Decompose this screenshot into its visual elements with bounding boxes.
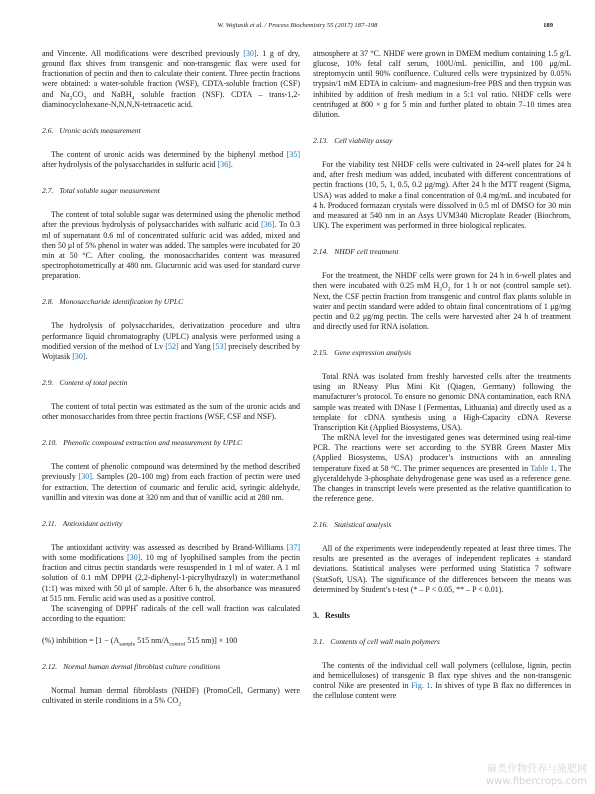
left-column	[42, 49, 300, 706]
reference-link[interactable]: [36]	[217, 160, 231, 170]
text-run: and Yang	[178, 341, 213, 351]
page-number: 189	[543, 22, 553, 29]
section-number: 2.16.	[313, 520, 329, 530]
text-run: .	[85, 351, 88, 361]
section-number: 3.1.	[313, 636, 325, 646]
section-heading-2-7	[42, 186, 300, 196]
superscript: •	[136, 603, 139, 610]
paragraph	[313, 372, 571, 433]
subscript: 2	[439, 286, 443, 293]
section-heading-3-1	[313, 637, 571, 647]
text-run: The hydrolysis of polysaccharides, derivatization procedure and ultra performance liquid chromatography (UPLC) analysis were performed using a modified version of the method of Lv	[42, 321, 300, 351]
section-number: 2.14.	[313, 247, 329, 257]
section-title: Phenolic compound extraction and measurement by UPLC	[63, 438, 243, 448]
text-run: . 10 mg of lyophilised samples from the pectin fraction and citrus pectin standards were resuspended in 1 ml of water. A 1 ml solution of 0.1 mM DPPH (2,2-diphenyl-1-picrylhydrazyl) in water:methanol (1:1) was mixed with 50 μl of sample. After 6 h, the absorbance was measured at 515 nm. Ferulic acid was used as a positive control.	[42, 553, 300, 603]
text-run: Normal human dermal fibroblasts (NHDF) (PromoCell, Germany) were cultivated in sterile conditions in a 5% CO	[42, 686, 300, 706]
text-run: O	[442, 281, 448, 291]
section-title: Content of total pectin	[59, 377, 128, 387]
section-title: Total soluble sugar measurement	[59, 186, 160, 196]
section-number: 2.7.	[42, 186, 54, 196]
text-run: and NaBH	[86, 89, 132, 99]
text-run: with some modifications	[42, 553, 128, 563]
section-number: 3.	[313, 610, 319, 620]
journal-citation: W. Wojtasik et al. / Process Biochemistry 55 (2017) 187–198	[217, 22, 378, 29]
text-run: radicals of the cell wall fraction was calculated according to the equation:	[42, 603, 300, 623]
text-run: CO	[72, 89, 84, 99]
section-title: Monosaccharide identification by UPLC	[59, 297, 184, 307]
reference-link[interactable]: Fig. 1	[411, 681, 431, 691]
paragraph	[313, 433, 571, 504]
subscript: control	[169, 641, 186, 648]
text-run: and Vincente. All modifications were described previously	[42, 49, 244, 58]
watermark	[486, 764, 587, 788]
paragraph	[42, 321, 300, 362]
watermark-line: www.fibercrops.com	[485, 776, 587, 787]
paragraph	[313, 160, 571, 231]
reference-link[interactable]: [30]	[72, 351, 86, 361]
section-heading-2-8	[42, 297, 300, 307]
section-heading-2-13	[313, 136, 571, 146]
text-run: For the viability test NHDF cells were cultivated in 24-well plates for 24 h and, after fresh medium was added, incubated with different concentrations of pectin fractions (10, 5, 1, 0.5, 0.2 μg/mg). After 24 h the MTT reagent (Sigma, USA) was added to make a final concentration of 0.4 mg/mL and incubated for 4 h. Produced formazan crystals were dissolved in 0.5 ml of DMSO for 30 min and measured at 540 nm in an Asys UVM340 Microplate Reader (Biochrom, UK). The experiment was performed in three biological replicates.	[313, 160, 571, 231]
text-run: 515 nm/A	[135, 636, 170, 646]
paragraph	[42, 543, 300, 604]
section-number: 2.6.	[42, 125, 54, 135]
text-run: The content of phenolic compound was determined by the method described previously	[42, 462, 300, 482]
paragraph	[42, 210, 300, 281]
text-run: Total RNA was isolated from freshly harvested cells after the treatments using an RNeasy Plus Mini Kit (Qiagen, Germany) following the manufacturer’s protocol. To ensure no genomic DNA contamination, each RNA sample was treated with DNase I (Fermentas, Lithuania) and directly used as a template for cDNA synthesis using a High-Capacity cDNA Reverse Transcription Kit (Applied Biosystems, USA).	[313, 372, 571, 432]
paragraph	[313, 49, 571, 120]
text-run: precisely described by Wojtasik	[42, 341, 301, 361]
text-run: .	[230, 160, 233, 170]
text-run: The content of total soluble sugar was determined using the phenolic method after the previous hydrolysis of polysaccharides with sulfuric acid	[42, 210, 300, 230]
text-run: . In shives of type B flax no differences in the cellulose content were	[313, 681, 572, 701]
paragraph	[313, 271, 571, 332]
reference-link[interactable]: Table 1	[530, 463, 555, 473]
text-run: (%) inhibition = [1 − (A	[42, 636, 120, 646]
section-title: Antioxidant activity	[62, 518, 123, 528]
text-run: The contents of the individual cell wall polymers (cellulose, lignin, pectin and hemicelluloses) of transgenic B flax type shives and the non-transgenic control Nike are presented in	[313, 660, 571, 691]
paragraph	[42, 402, 300, 422]
text-run: All of the experiments were independently repeated at least three times. The results are presented as the averages of independent replicates ± standard deviations. Statistical analyses were performed using Statistica 7 software (StatSoft, USA). The significance of the differences between the means was determined by Student’s t-test (* – P < 0.05, ** – P < 0.01).	[313, 544, 571, 594]
right-column	[313, 49, 571, 702]
section-heading-2-9	[42, 378, 300, 388]
inhibition-equation	[42, 636, 300, 646]
paragraph	[42, 604, 300, 624]
running-head	[0, 22, 595, 34]
section-title: Results	[325, 610, 350, 620]
section-heading-2-10	[42, 438, 300, 448]
section-title: Uronic acids measurement	[59, 125, 141, 135]
reference-link[interactable]: [35]	[286, 149, 300, 159]
text-run: For the treatment, the NHDF cells were grown for 24 h in 6-well plates and then were incubated with 0.25 mM H	[313, 271, 571, 291]
reference-link[interactable]: [52]	[165, 341, 179, 351]
subscript: 2	[447, 286, 451, 293]
subscript: sample	[119, 641, 136, 648]
section-heading-3	[313, 611, 571, 621]
subscript: 2	[178, 701, 181, 708]
text-run: . To 0.3 ml of supernatant 0.6 ml of concentrated sulfuric acid was added, mixed and then 50 μl of 5% phenol in water was added. The samples were incubated for 20 min at 50 °C. After cooling, the monosaccharides content was measured spectrophotometrically at 480 nm. Glucuronic acid was used for standard curve preparation.	[42, 220, 300, 281]
section-number: 2.15.	[313, 348, 329, 358]
text-run: soluble fraction (NSF). CDTA – trans-1,2-diaminocyclohexane-N,N,N,N-tetraacetic acid.	[42, 89, 301, 109]
subscript: 4	[131, 95, 135, 102]
watermark-line: 麻类作物营养与施肥网	[487, 764, 587, 775]
section-title: Cell viability assay	[334, 136, 393, 146]
section-number: 2.12.	[42, 662, 58, 672]
section-heading-2-14	[313, 247, 571, 257]
section-title: Normal human dermal fibroblast culture conditions	[63, 662, 221, 672]
subscript: 3	[83, 95, 87, 102]
section-number: 2.10.	[42, 438, 58, 448]
text-run: The content of uronic acids was determined by the biphenyl method	[51, 149, 287, 159]
text-run: 515 nm)] × 100	[185, 636, 238, 646]
section-number: 2.13.	[313, 136, 329, 146]
text-run: after hydrolysis of the polysaccharides in sulfuric acid	[42, 160, 218, 170]
text-run: . The glyceraldehyde 3-phosphate dehydrogenase gene was used as a reference gene. The changes in transcript levels were presented as the relative quantification to the reference gene.	[313, 463, 572, 503]
section-title: NHDF cell treatment	[334, 247, 399, 257]
section-number: 2.9.	[42, 377, 54, 387]
paragraph	[313, 661, 571, 702]
section-title: Gene expression analysis	[334, 348, 412, 358]
paragraph	[313, 544, 571, 595]
text-run: for 1 h or not (control sample set). Next, the CSF pectin fraction from transgenic and control flax plants soluble in water and pectin standard were added to obtain final concentrations of 1 μg/mg pectin and 0.2 μg/mg pectin. The cells were harvested after 24 h of treatment and directly used for RNA isolation.	[313, 281, 572, 331]
text-run: atmosphere at 37 °C. NHDF were grown in DMEM medium containing 1.5 g/L glucose, 10% fetal calf serum, 100U/mL penicillin, and 100 μg/mL streptomycin until 90% confluence. Cultured cells were trypsinized by 0.05% trypsin/1 mM EDTA in calcium- and magnesium-free PBS and then trypsin was inhibited by addition of fresh medium in a 5:1 vol ratio. NHDF cells were centrifuged at 800 × g for 5 min and further plated to obtain 7–10 times area dilution.	[313, 49, 571, 119]
section-title: Statistical analysis	[334, 520, 392, 530]
reference-link[interactable]: [30]	[243, 49, 257, 58]
section-heading-2-6	[42, 126, 300, 136]
section-number: 2.11.	[42, 518, 57, 528]
subscript: 2	[69, 95, 73, 102]
paragraph	[42, 462, 300, 503]
paragraph	[42, 49, 300, 110]
reference-link[interactable]: [53]	[212, 341, 227, 351]
reference-link[interactable]: [30]	[127, 553, 141, 563]
section-heading-2-15	[313, 348, 571, 358]
text-run: . Samples (20–100 mg) from each fraction of pectin were used for extraction. The detection of coumaric and ferulic acid, syringic aldehyde, vanillin and vitexin was done at 320 nm and that of vanillic acid at 280 nm.	[42, 472, 301, 502]
reference-link[interactable]: [37]	[286, 542, 300, 552]
paragraph	[42, 686, 300, 706]
text-run: The antioxidant activity was assessed as described by Brand-Williams	[51, 542, 287, 552]
section-number: 2.8.	[42, 297, 54, 307]
reference-link[interactable]: [36]	[261, 220, 275, 230]
section-heading-2-16	[313, 520, 571, 530]
text-run: The mRNA level for the investigated genes was determined using real-time PCR. The reactions were set according to the SYBR Green Master Mix (Applied Biosystems, USA) producer’s instructions with an annealing temperature fixed at 58 °C. The primer sequences are presented in	[313, 433, 571, 473]
text-run: . 1 g of dry, ground flax shives from transgenic and non-transgenic flax were used for fractionation of pectin and then to calculate their content. Three pectin fractions were obtained: a water-soluble fraction (WSF), CDTA-soluble fraction (CSF) and Na	[42, 49, 300, 99]
text-run: The scavenging of DPPH	[51, 603, 137, 613]
text-run: The content of total pectin was estimated as the sum of the uronic acids and other monosaccharides from three pectin fractions (WSF, CSF and NSF).	[42, 401, 300, 422]
reference-link[interactable]: [30]	[78, 472, 92, 482]
section-heading-2-12	[42, 662, 300, 672]
section-title: Contents of cell wall main polymers	[330, 636, 440, 646]
section-heading-2-11	[42, 519, 300, 529]
paragraph	[42, 150, 300, 170]
